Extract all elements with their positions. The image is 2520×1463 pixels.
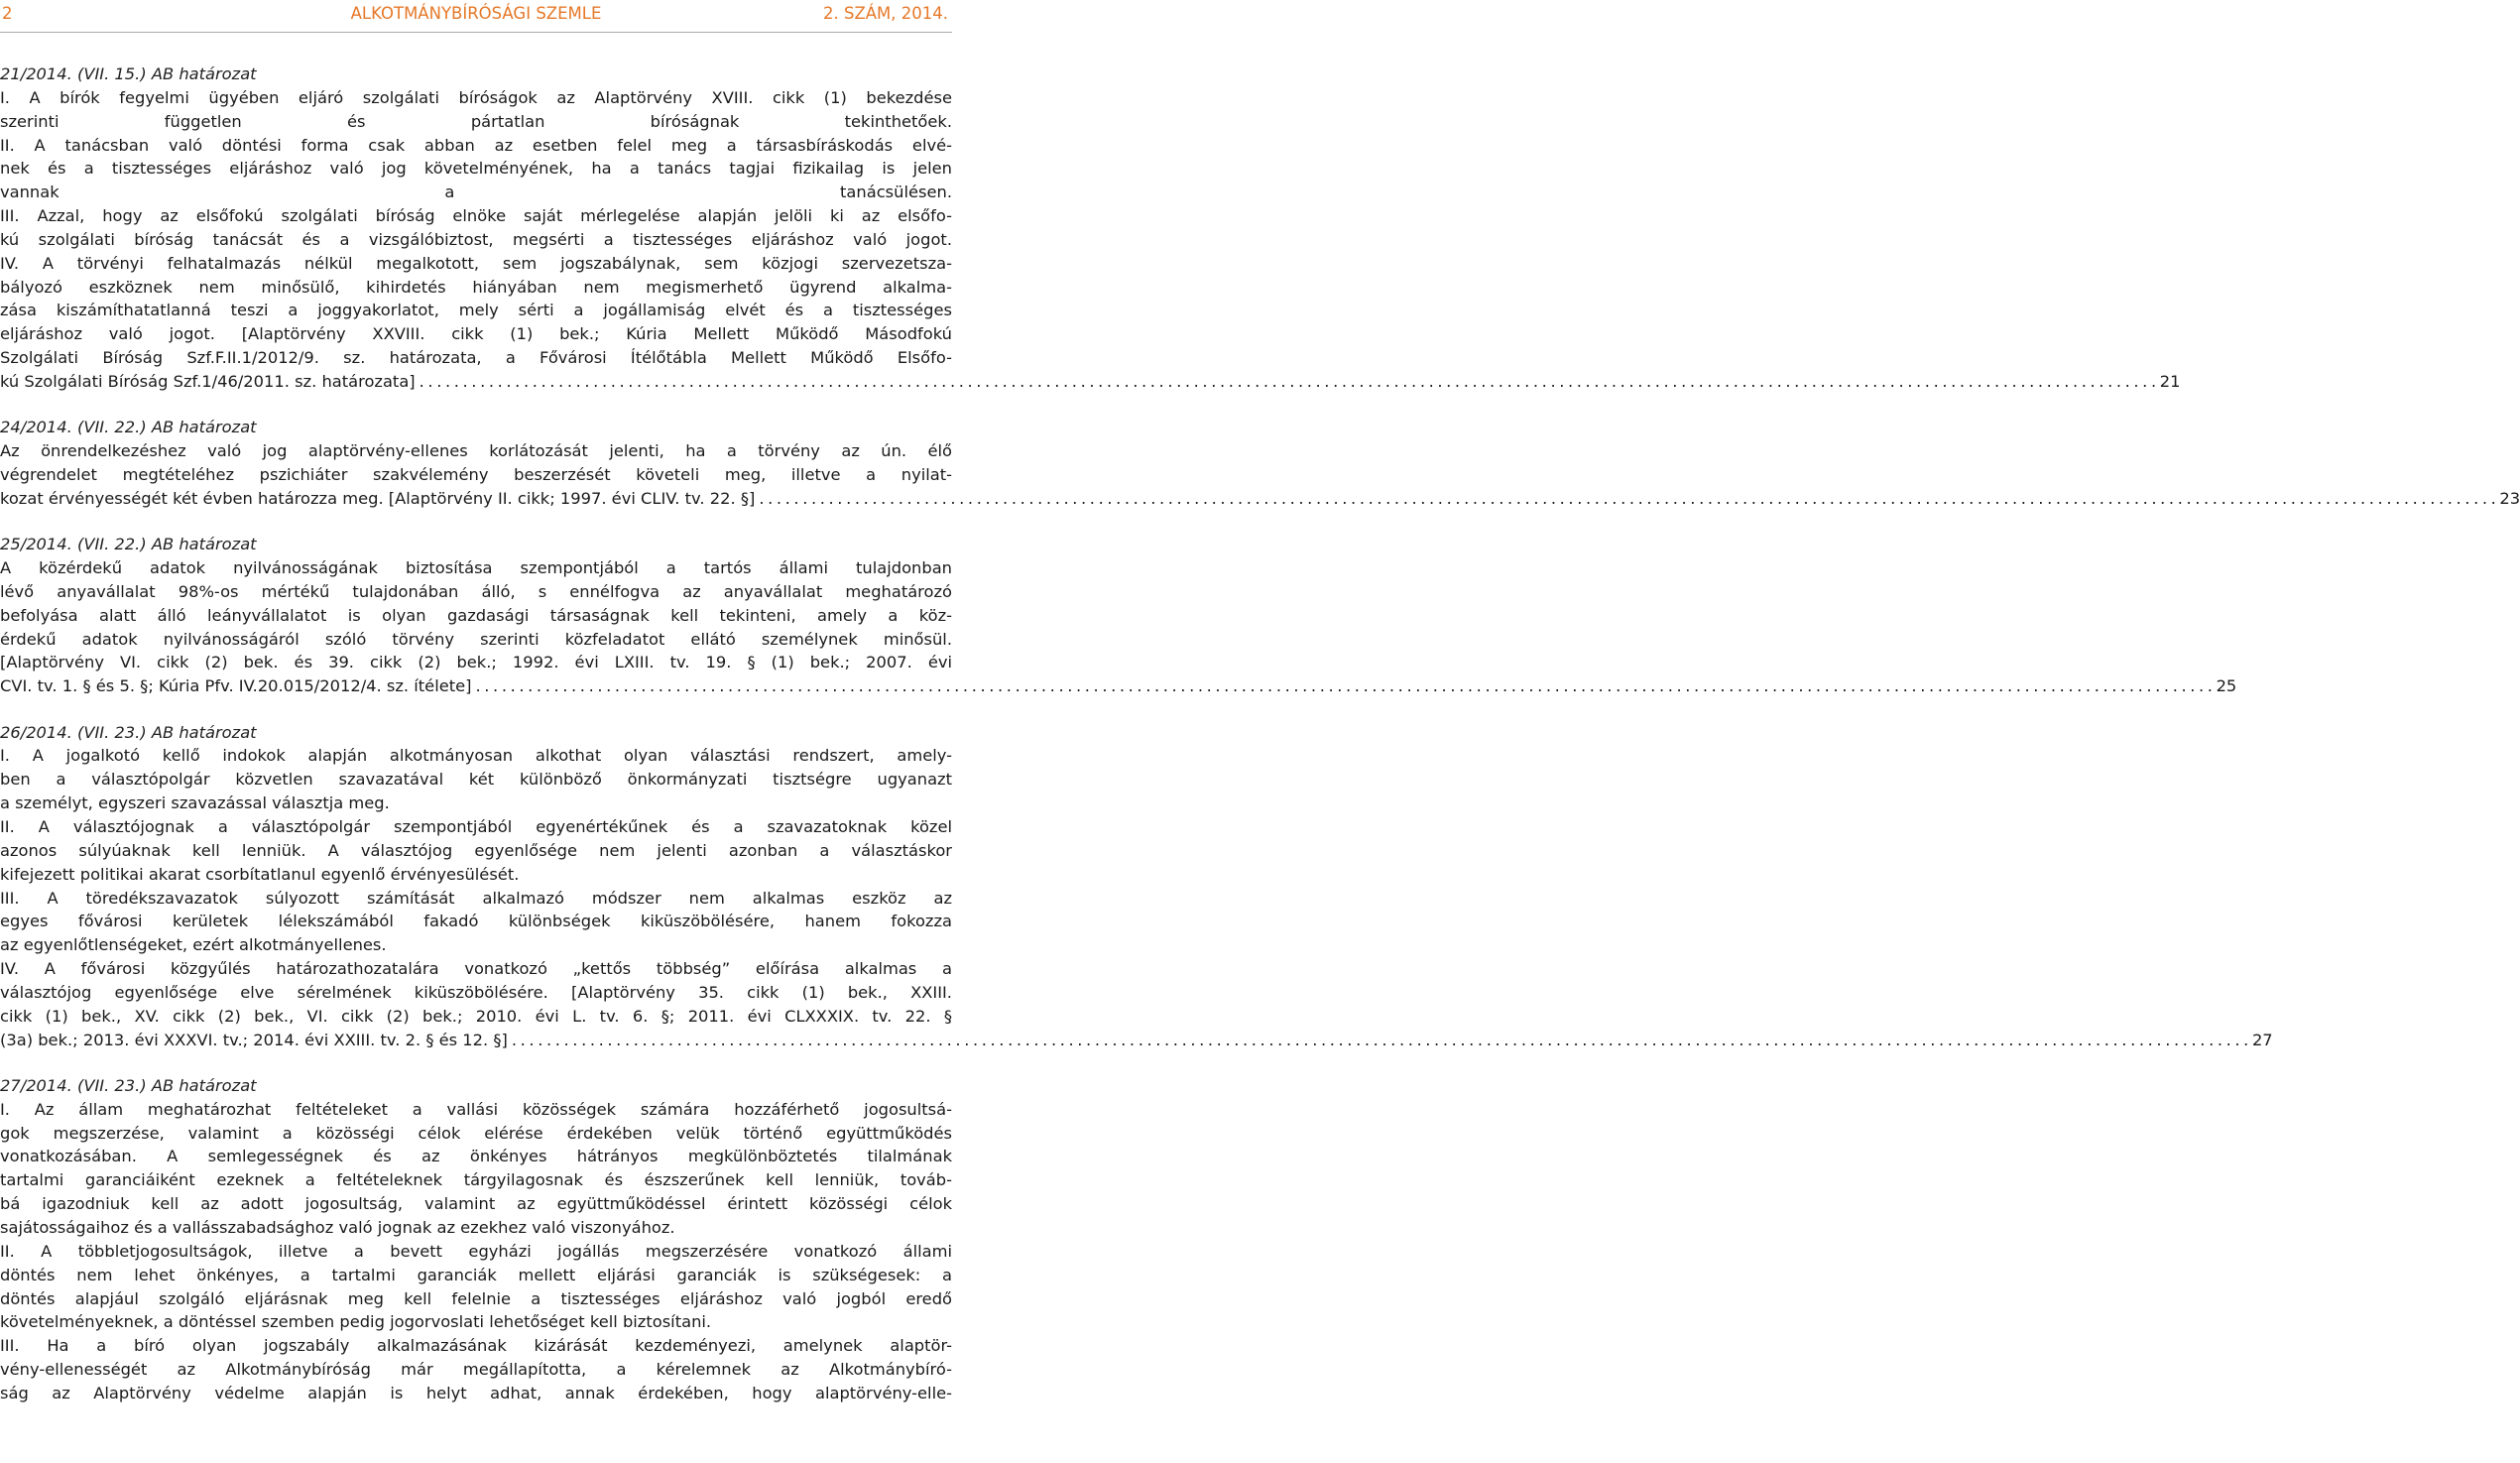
entry-text-line: végrendelet megtételéhez pszichiáter szakvélemény beszerzését követeli meg, illetve a nyilat- <box>0 465 952 484</box>
entry-last-line <box>0 1029 2273 1052</box>
entry-text-line: II. A tanácsban való döntési forma csak abban az esetben felel meg a társasbíráskodás elvé- <box>0 135 952 155</box>
dot-leader: ........................................................................................................................................................................................................ <box>511 1030 2252 1049</box>
page-reference: 27 <box>2251 1030 2273 1049</box>
entry-text-line: tartalmi garanciáiként ezeknek a feltételeknek tárgyilagosnak és észszerűnek kell lenniük, továb- <box>0 1170 952 1190</box>
entry-text-line: vannak a tanácsülésen. <box>0 183 952 202</box>
dot-leader: ........................................................................................................................................................................................................ <box>419 371 2160 391</box>
entry-text-line: bá igazodniuk kell az adott jogosultság, valamint az együttműködéssel érintett közösségi célok <box>0 1194 952 1214</box>
entry-text-line: az egyenlőtlenségeket, ezért alkotmányellenes. <box>0 935 387 955</box>
entry-text-line: azonos súlyúaknak kell lenniük. A választójog egyenlősége nem jelenti azonban a választáskor <box>0 840 952 860</box>
table-of-contents <box>0 62 2520 1427</box>
entry-heading: 24/2014. (VII. 22.) AB határozat <box>0 418 257 437</box>
entry-text-line: zása kiszámíthatatlanná teszi a joggyakorlatot, mely sérti a jogállamiság elvét és a tisztességes <box>0 301 952 320</box>
dot-leader: ........................................................................................................................................................................................................ <box>759 488 2500 508</box>
entry-text-line: bályozó eszköznek nem minősülő, kihirdetés hiányában nem megismerhető ügyrend alkalma- <box>0 277 952 297</box>
entry-text-line: követelményeknek, a döntéssel szemben pedig jogorvoslati lehetőséget kell biztosítani. <box>0 1312 712 1332</box>
entry-heading: 25/2014. (VII. 22.) AB határozat <box>0 535 257 554</box>
entry-text-line: (3a) bek.; 2013. évi XXXVI. tv.; 2014. évi XXIII. tv. 2. § és 12. §] <box>0 1030 508 1049</box>
entry-text-line: kú Szolgálati Bíróság Szf.1/46/2011. sz. határozata] <box>0 371 416 391</box>
toc-entry <box>0 62 2181 394</box>
dot-leader: ........................................................................................................................................................................................................ <box>475 676 2217 696</box>
entry-text-line: ság az Alaptörvény védelme alapján is helyt adhat, annak érdekében, hogy alaptörvény-elle- <box>0 1383 952 1402</box>
entry-text-line: Az önrendelkezéshez való jog alaptörvény-ellenes korlátozását jelenti, ha a törvény az ún. élő <box>0 441 952 461</box>
entry-heading: 27/2014. (VII. 23.) AB határozat <box>0 1075 257 1095</box>
issue-label: 2. SZÁM, 2014. <box>822 4 948 23</box>
entry-text-line: gok megszerzése, valamint a közösségi célok elérése érdekében velük történő együttműködés <box>0 1123 952 1143</box>
entry-text-line: [Alaptörvény VI. cikk (2) bek. és 39. cikk (2) bek.; 1992. évi LXIII. tv. 19. § (1) bek.; 2007. évi <box>0 653 952 672</box>
entry-text-line: érdekű adatok nyilvánosságáról szóló törvény szerinti közfeladatot ellátó személynek minősül. <box>0 629 952 649</box>
entry-text-line: egyes fővárosi kerületek lélekszámából fakadó különbségek kiküszöbölésére, hanem fokozza <box>0 912 952 931</box>
entry-text-line: Szolgálati Bíróság Szf.F.II.1/2012/9. sz. határozata, a Fővárosi Ítélőtábla Mellett Működő Elsőfo- <box>0 348 952 368</box>
entry-text-line: ben a választópolgár közvetlen szavazatával két különböző önkormányzati tisztségre ugyanazt <box>0 770 952 790</box>
toc-entry <box>0 533 2237 698</box>
entry-heading: 26/2014. (VII. 23.) AB határozat <box>0 722 257 742</box>
entry-text-line: I. A bírók fegyelmi ügyében eljáró szolgálati bíróságok az Alaptörvény XVIII. cikk (1) bekezdése <box>0 87 952 107</box>
entry-text-line: kifejezett politikai akarat csorbítatlanul egyenlő érvényesülését. <box>0 864 520 884</box>
entry-text-line: a személyt, egyszeri szavazással választja meg. <box>0 793 390 813</box>
entry-text-line: befolyása alatt álló leányvállalatot is olyan gazdasági társaságnak kell tekinteni, amely a köz- <box>0 605 952 625</box>
entry-text-line: III. A töredékszavazatok súlyozott számítását alkalmazó módszer nem alkalmas eszköz az <box>0 888 952 908</box>
entry-text-line: döntés alapjául szolgáló eljárásnak meg kell felelnie a tisztességes eljáráshoz való jogból eredő <box>0 1288 952 1308</box>
entry-text-line: IV. A fővárosi közgyűlés határozathozatalára vonatkozó „kettős többség” előírása alkalmas a <box>0 959 952 979</box>
journal-title: ALKOTMÁNYBÍRÓSÁGI SZEMLE <box>350 4 602 23</box>
entry-text-line: II. A választójognak a választópolgár szempontjából egyenértékűnek és a szavazatoknak közel <box>0 816 952 836</box>
entry-text-line: lévő anyavállalat 98%-os mértékű tulajdonában álló, s ennélfogva az anyavállalat meghatározó <box>0 581 952 601</box>
entry-text-line: IV. A törvényi felhatalmazás nélkül megalkotott, sem jogszabálynak, sem közjogi szervezetsza- <box>0 253 952 273</box>
entry-text-line: döntés nem lehet önkényes, a tartalmi garanciák mellett eljárási garanciák is szükségesek: a <box>0 1265 952 1284</box>
entry-text-line: vonatkozásában. A semlegességnek és az önkényes hátrányos megkülönböztetés tilalmának <box>0 1147 952 1166</box>
entry-last-line <box>0 487 2520 511</box>
toc-entry <box>0 416 2520 510</box>
entry-heading: 21/2014. (VII. 15.) AB határozat <box>0 64 257 83</box>
entry-text-line: III. Azzal, hogy az elsőfokú szolgálati bíróság elnöke saját mérlegelése alapján jelöli ki az elsőfo- <box>0 206 952 226</box>
entry-text-line: I. Az állam meghatározhat feltételeket a vallási közösségek számára hozzáférhető jogosultsá- <box>0 1099 952 1119</box>
entry-last-line <box>0 674 2237 698</box>
toc-entry <box>0 1074 952 1405</box>
entry-text-line: cikk (1) bek., XV. cikk (2) bek., VI. cikk (2) bek.; 2010. évi L. tv. 6. §; 2011. évi CLXXXIX. tv. 22. § <box>0 1006 952 1026</box>
entry-text-line: sajátosságaihoz és a vallásszabadsághoz való jognak az ezekhez való viszonyához. <box>0 1217 675 1237</box>
entry-text-line: kú szolgálati bíróság tanácsát és a vizsgálóbiztost, megsérti a tisztességes eljáráshoz való jogot. <box>0 229 952 249</box>
entry-text-line: CVI. tv. 1. § és 5. §; Kúria Pfv. IV.20.015/2012/4. sz. ítélete] <box>0 676 472 696</box>
page-number: 2 <box>2 4 13 23</box>
entry-text-line: III. Ha a bíró olyan jogszabály alkalmazásának kizárását kezdeményezi, amelynek alaptör- <box>0 1336 952 1356</box>
entry-text-line: eljáráshoz való jogot. [Alaptörvény XXVIII. cikk (1) bek.; Kúria Mellett Működő Másodfokú <box>0 324 952 344</box>
entry-last-line <box>0 370 2181 394</box>
entry-text-line: szerinti független és pártatlan bíróságnak tekinthetőek. <box>0 111 952 131</box>
running-header <box>0 0 952 34</box>
entry-text-line: I. A jogalkotó kellő indokok alapján alkotmányosan alkothat olyan választási rendszert, amely- <box>0 746 952 766</box>
page-reference: 21 <box>2159 371 2181 391</box>
entry-text-line: nek és a tisztességes eljáráshoz való jog követelményének, ha a tanács tagjai fizikailag is jelen <box>0 159 952 179</box>
toc-entry <box>0 721 2273 1052</box>
entry-text-line: II. A többletjogosultságok, illetve a bevett egyházi jogállás megszerzésére vonatkozó állami <box>0 1241 952 1261</box>
page-reference: 25 <box>2216 676 2237 696</box>
entry-text-line: A közérdekű adatok nyilvánosságának biztosítása szempontjából a tartós állami tulajdonban <box>0 558 952 578</box>
page-reference: 23 <box>2499 488 2520 508</box>
entry-text-line: vény-ellenességét az Alkotmánybíróság már megállapította, a kérelemnek az Alkotmánybíró- <box>0 1360 952 1380</box>
entry-text-line: választójog egyenlősége elve sérelmének kiküszöbölésére. [Alaptörvény 35. cikk (1) bek., XXIII. <box>0 982 952 1002</box>
header-rule <box>0 32 952 33</box>
entry-text-line: kozat érvényességét két évben határozza meg. [Alaptörvény II. cikk; 1997. évi CLIV. tv. 22. §] <box>0 488 756 508</box>
